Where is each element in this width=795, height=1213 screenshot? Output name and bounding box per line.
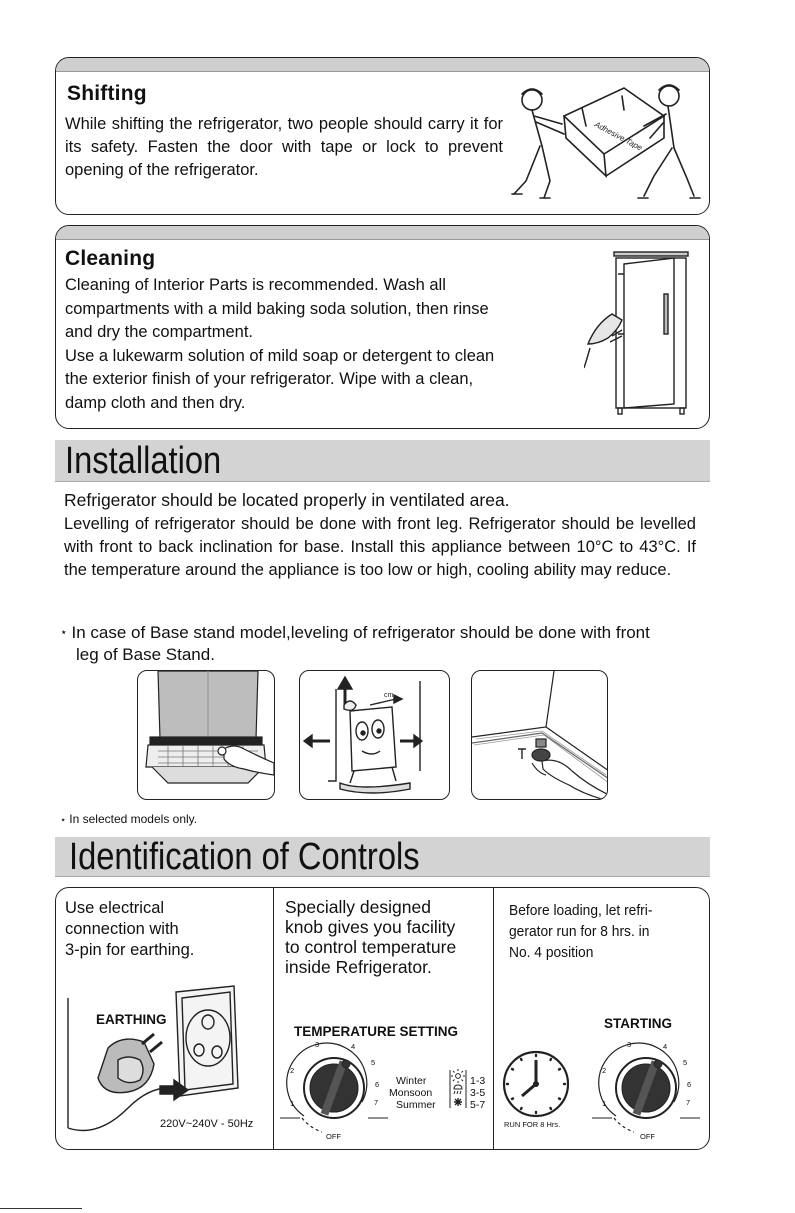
clock-icon: [494, 888, 710, 1150]
shifting-title: Shifting: [67, 82, 147, 105]
dial-number: 5: [683, 1058, 688, 1067]
base-stand-note: [60, 621, 720, 666]
dial-number: 3: [315, 1040, 320, 1049]
off-label: OFF: [326, 1132, 341, 1141]
footnote-rule: [0, 1208, 82, 1209]
thermostat-knob-icon: [274, 888, 494, 1150]
earthing-line: connection with: [65, 920, 179, 938]
base-stand-note-line2: leg of Base Stand.: [76, 645, 215, 664]
sun-icon: [451, 1069, 465, 1083]
star-icon: ⋆: [60, 815, 67, 826]
base-stand-illustration: [137, 670, 275, 800]
season-monsoon-range: 3-5: [470, 1087, 486, 1099]
cleaning-section: [55, 225, 710, 429]
shifting-section: [55, 57, 710, 215]
cleaning-line: and dry the compartment.: [65, 323, 254, 341]
front-leg-adjust-illustration: [471, 670, 608, 800]
earthing-column: [56, 888, 274, 1149]
section-header-bar: [56, 58, 709, 72]
earthing-line: Use electrical: [65, 899, 165, 917]
starting-column: [494, 888, 710, 1149]
controls-band: [55, 837, 710, 877]
season-winter-range: 1-3: [470, 1075, 486, 1087]
dial-number: 1: [290, 1099, 295, 1108]
snowflake-icon: [454, 1098, 462, 1106]
section-header-bar: [56, 226, 709, 240]
earthing-line: 3-pin for earthing.: [65, 941, 195, 959]
temperature-column: [274, 888, 494, 1149]
controls-panel: [55, 887, 710, 1150]
cloud-rain-icon: [454, 1085, 462, 1094]
starting-line: Before loading, let refri-: [509, 902, 653, 919]
dial-number: 2: [290, 1066, 295, 1075]
selected-models-note-text: In selected models only.: [69, 812, 198, 826]
base-stand-note-line1: In case of Base stand model,leveling of refrigerator should be done with front: [71, 623, 650, 642]
installation-text: Levelling of refrigerator should be done with front leg. Refrigerator should be levelled with front to back inclination for base. Install this appliance between 10°C to 43°C. If the temperature around the appliance is too low or high, cooling ability may reduce.: [64, 515, 696, 579]
installation-lead: Refrigerator should be located properly in ventilated area.: [64, 490, 510, 510]
dial-number: 3: [627, 1040, 632, 1049]
cleaning-line: Cleaning of Interior Parts is recommended. Wash all: [65, 276, 446, 294]
temperature-setting-label: TEMPERATURE SETTING: [294, 1024, 459, 1039]
cleaning-line: damp cloth and then dry.: [65, 393, 246, 412]
shifting-text: While shifting the refrigerator, two people should carry it for its safety. Fasten the door with tape or lock to prevent opening of the refrigerator.: [65, 115, 503, 179]
off-label: OFF: [640, 1132, 655, 1141]
starting-line: gerator run for 8 hrs. in: [509, 923, 650, 940]
season-winter: Winter: [396, 1075, 427, 1087]
selected-models-note: [60, 812, 197, 826]
controls-heading: Identification of Controls: [69, 836, 420, 878]
dial-number: 4: [351, 1042, 356, 1051]
star-icon: ⋆: [60, 625, 68, 639]
dial-number: 6: [687, 1080, 692, 1089]
cleaning-title: Cleaning: [65, 247, 156, 270]
refrigerator-wipe-illustration: [584, 244, 704, 419]
starting-line: No. 4 position: [509, 944, 594, 961]
cleaning-line: Use a lukewarm solution of mild soap or detergent to clean: [65, 346, 495, 365]
dial-number: 2: [602, 1066, 607, 1075]
tape-label: Adhesive Tape: [593, 119, 644, 153]
installation-band: [55, 440, 710, 482]
clock-caption: RUN FOR 8 Hrs.: [504, 1120, 561, 1129]
cm-label: cm: [384, 692, 394, 699]
installation-heading: Installation: [65, 440, 222, 482]
season-monsoon: Monsoon: [389, 1087, 433, 1099]
dial-number: 4: [663, 1042, 668, 1051]
cleaning-line: compartments with a mild baking soda solution, then rinse: [65, 299, 489, 318]
movers-illustration: [504, 76, 704, 211]
dial-number: 5: [371, 1058, 376, 1067]
cleaning-line: the exterior finish of your refrigerator. Wipe with a clean,: [65, 370, 474, 388]
season-summer-range: 5-7: [470, 1099, 486, 1111]
temperature-line: inside Refrigerator.: [285, 957, 432, 977]
dial-number: 7: [374, 1098, 379, 1107]
dial-number: 7: [686, 1098, 691, 1107]
dial-number: 1: [602, 1099, 607, 1108]
leveling-mascot-illustration: [299, 670, 450, 800]
season-summer: Summer: [396, 1099, 436, 1111]
temperature-line: Specially designed: [285, 897, 431, 917]
dial-number: 6: [375, 1080, 380, 1089]
voltage-label: 220V~240V - 50Hz: [160, 1118, 254, 1130]
temperature-line: to control temperature: [285, 937, 457, 957]
starting-label: STARTING: [604, 1016, 672, 1031]
earthing-label: EARTHING: [96, 1012, 167, 1027]
temperature-line: knob gives you facility: [285, 917, 456, 937]
cleaning-text: [65, 274, 565, 415]
